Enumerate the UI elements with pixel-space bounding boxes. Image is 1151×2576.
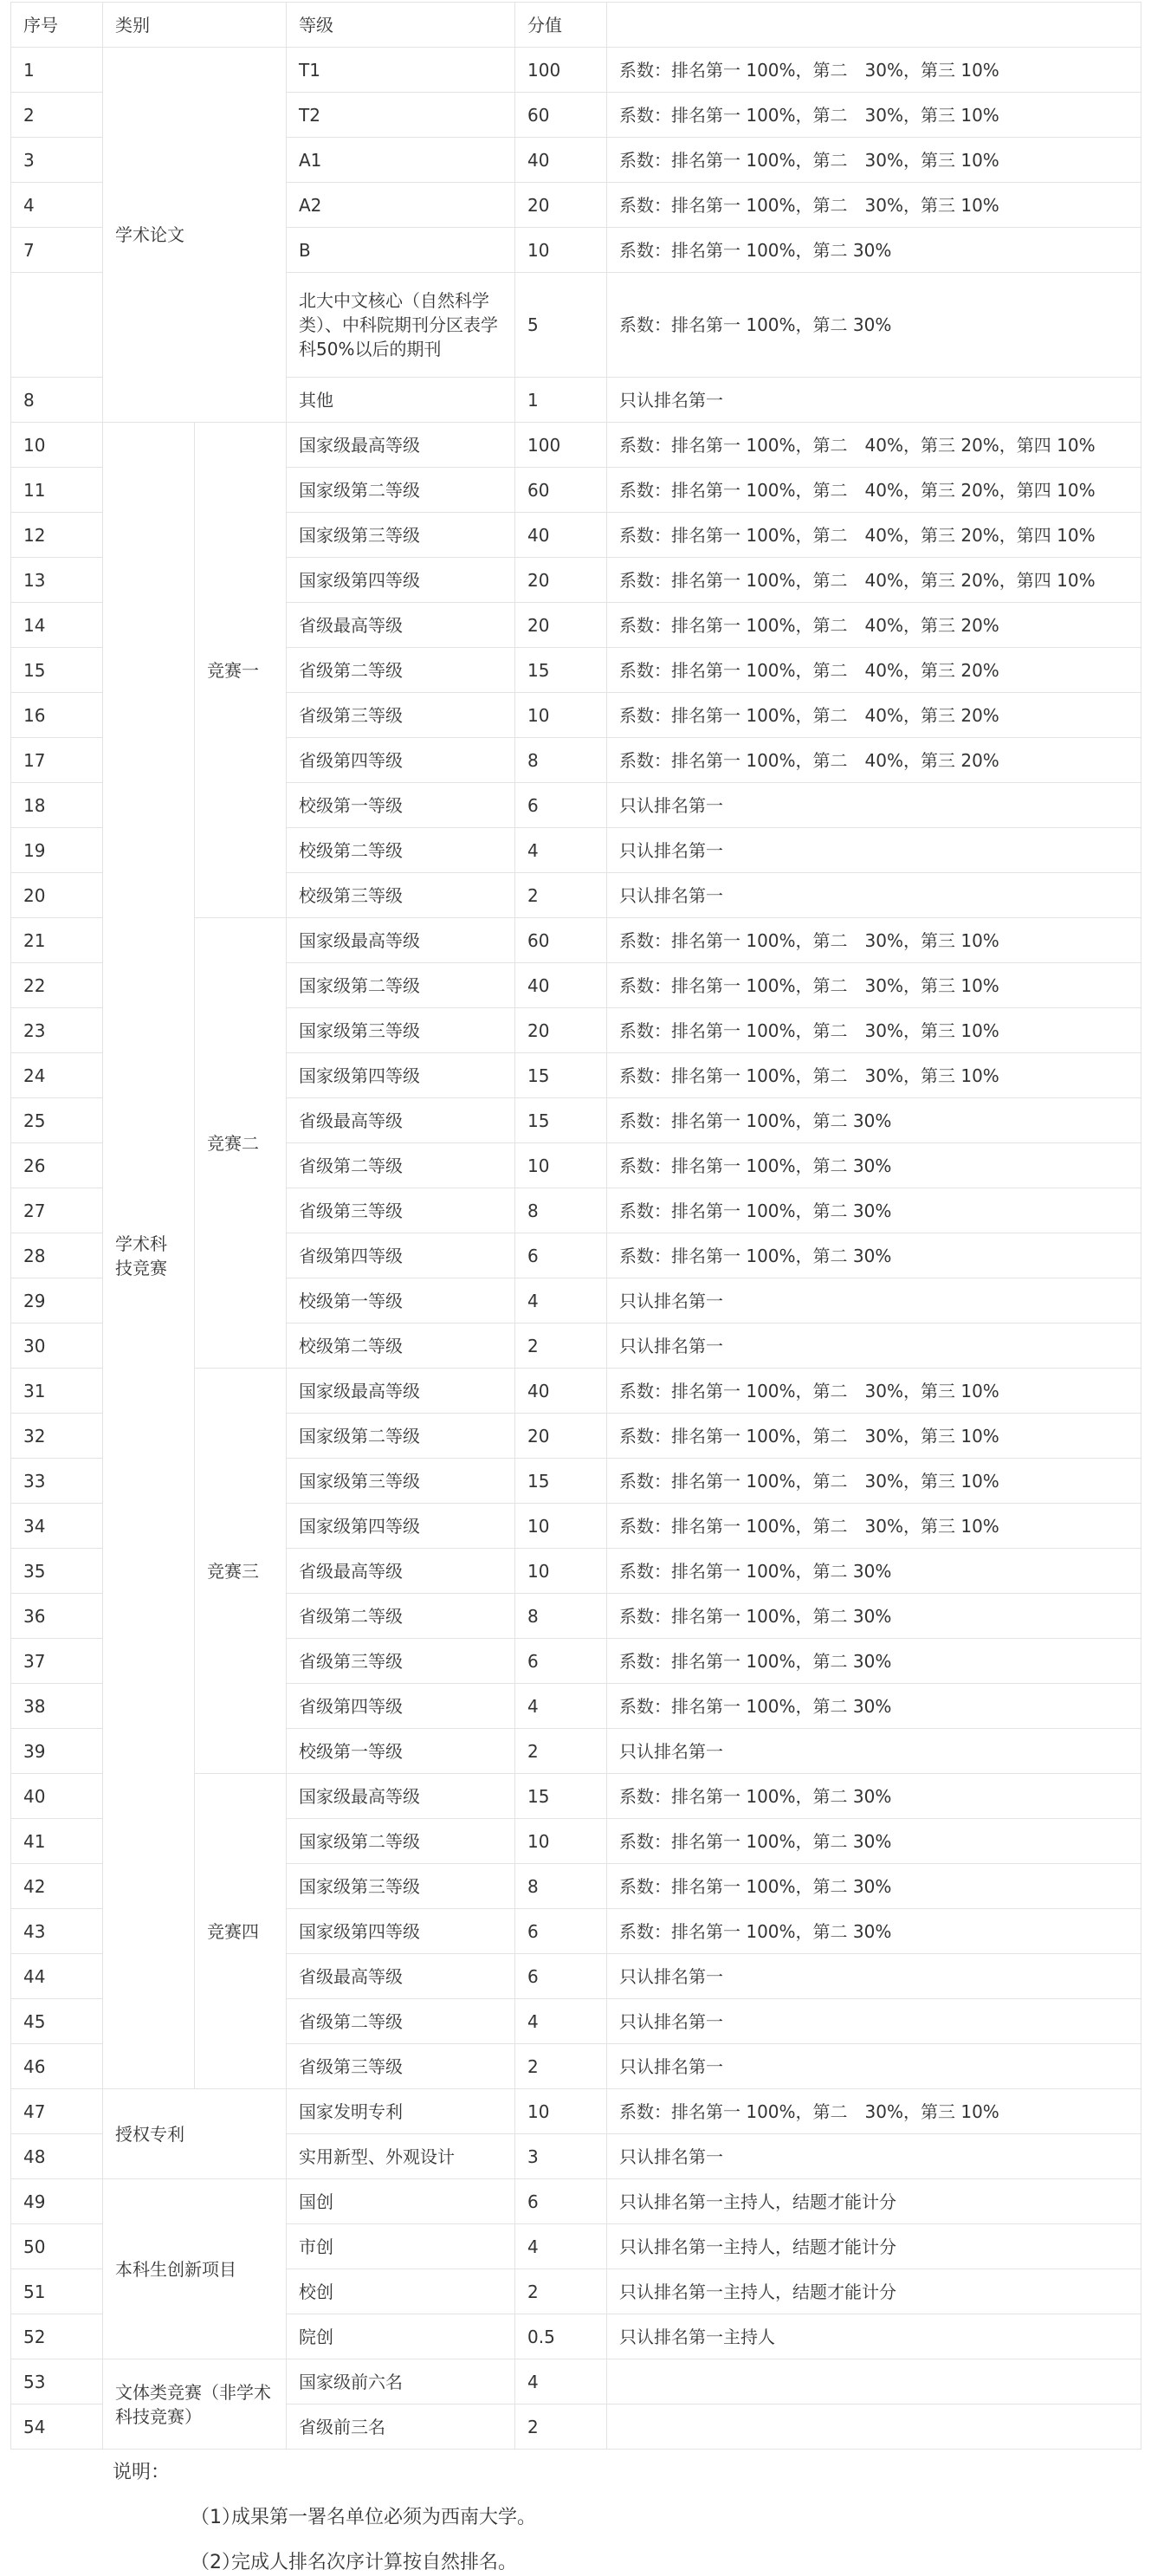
cell-level: 国家级第三等级 [287, 1008, 515, 1053]
cell-score: 60 [515, 918, 607, 963]
cell-seq: 22 [11, 963, 103, 1008]
cell-level: 省级第三等级 [287, 2044, 515, 2089]
note-text: 成果第一署名单位必须为西南大学。 [231, 2507, 537, 2528]
cell-level: 国家级第四等级 [287, 558, 515, 603]
cell-level: 国家级第四等级 [287, 1909, 515, 1954]
cell-remark: 系数：排名第一 100%，第二 40%，第三 20% [607, 738, 1141, 783]
cell-level: 省级最高等级 [287, 1954, 515, 1999]
cell-score: 15 [515, 1098, 607, 1143]
cell-seq: 51 [11, 2269, 103, 2314]
cell-remark: 系数：排名第一 100%，第二 40%，第三 20%，第四 10% [607, 558, 1141, 603]
cell-seq: 46 [11, 2044, 103, 2089]
cell-remark: 只认排名第一主持人，结题才能计分 [607, 2224, 1141, 2269]
cell-seq: 29 [11, 1278, 103, 1324]
cell-remark: 只认排名第一 [607, 2044, 1141, 2089]
cell-score: 6 [515, 1909, 607, 1954]
cell-remark: 系数：排名第一 100%，第二 30%，第三 10% [607, 918, 1141, 963]
cell-seq: 16 [11, 693, 103, 738]
cell-remark: 系数：排名第一 100%，第二 30% [607, 1909, 1141, 1954]
cell-remark: 系数：排名第一 100%，第二 30% [607, 1594, 1141, 1639]
cell-remark: 只认排名第一主持人，结题才能计分 [607, 2269, 1141, 2314]
cell-score: 15 [515, 648, 607, 693]
cell-seq [11, 273, 103, 378]
cell-level: 国家级第四等级 [287, 1504, 515, 1549]
cell-seq: 27 [11, 1188, 103, 1233]
cell-seq: 34 [11, 1504, 103, 1549]
cell-score: 3 [515, 2134, 607, 2179]
cell-level: 省级前三名 [287, 2404, 515, 2450]
cell-level: 省级第四等级 [287, 738, 515, 783]
header-category: 类别 [103, 3, 287, 48]
cell-seq: 49 [11, 2179, 103, 2224]
cell-seq: 23 [11, 1008, 103, 1053]
cell-level: 省级第四等级 [287, 1684, 515, 1729]
table-row [11, 423, 1141, 468]
cell-seq: 36 [11, 1594, 103, 1639]
cell-remark: 系数：排名第一 100%，第二 30%，第三 10% [607, 963, 1141, 1008]
cell-score: 10 [515, 1143, 607, 1188]
table-row [11, 48, 1141, 93]
cell-level: 校级第一等级 [287, 1729, 515, 1774]
cell-score: 40 [515, 963, 607, 1008]
cell-remark [607, 2404, 1141, 2450]
cell-seq: 30 [11, 1324, 103, 1369]
cell-seq: 28 [11, 1233, 103, 1278]
cell-remark: 系数：排名第一 100%，第二 40%，第三 20%，第四 10% [607, 423, 1141, 468]
cell-level: 国家级最高等级 [287, 1369, 515, 1414]
cell-level: T2 [287, 93, 515, 138]
cell-remark: 系数：排名第一 100%，第二 30%，第三 10% [607, 2089, 1141, 2134]
cell-seq: 53 [11, 2359, 103, 2404]
table-row [11, 2179, 1141, 2224]
cell-seq: 26 [11, 1143, 103, 1188]
cell-remark: 系数：排名第一 100%，第二 30% [607, 1098, 1141, 1143]
cell-seq: 41 [11, 1819, 103, 1864]
cell-remark: 只认排名第一 [607, 783, 1141, 828]
cell-remark: 系数：排名第一 100%，第二 30%，第三 10% [607, 183, 1141, 228]
cell-remark: 系数：排名第一 100%，第二 30%，第三 10% [607, 1504, 1141, 1549]
cell-remark: 系数：排名第一 100%，第二 30%，第三 10% [607, 48, 1141, 93]
cell-remark: 只认排名第一 [607, 378, 1141, 423]
cell-level: 省级最高等级 [287, 1098, 515, 1143]
category-comp2: 竞赛二 [195, 918, 287, 1369]
table-row [11, 2089, 1141, 2134]
cell-remark: 只认排名第一 [607, 1278, 1141, 1324]
cell-seq: 14 [11, 603, 103, 648]
cell-level: 国家级第三等级 [287, 513, 515, 558]
cell-score: 20 [515, 1008, 607, 1053]
cell-score: 4 [515, 828, 607, 873]
cell-level: 省级第二等级 [287, 1594, 515, 1639]
cell-seq: 42 [11, 1864, 103, 1909]
cell-level: 校创 [287, 2269, 515, 2314]
cell-remark: 系数：排名第一 100%，第二 40%，第三 20%，第四 10% [607, 468, 1141, 513]
cell-seq: 21 [11, 918, 103, 963]
cell-level: 实用新型、外观设计 [287, 2134, 515, 2179]
cell-level: 市创 [287, 2224, 515, 2269]
cell-level: 其他 [287, 378, 515, 423]
cell-remark: 只认排名第一 [607, 873, 1141, 918]
cell-seq: 10 [11, 423, 103, 468]
cell-score: 2 [515, 2044, 607, 2089]
cell-seq: 8 [11, 378, 103, 423]
cell-seq: 15 [11, 648, 103, 693]
cell-score: 6 [515, 1639, 607, 1684]
cell-remark: 只认排名第一主持人，结题才能计分 [607, 2179, 1141, 2224]
header-row [11, 3, 1141, 48]
cell-remark: 系数：排名第一 100%，第二 30% [607, 1549, 1141, 1594]
note-number: （1） [191, 2507, 241, 2528]
cell-level: 国家发明专利 [287, 2089, 515, 2134]
cell-score: 8 [515, 1188, 607, 1233]
cell-level: A1 [287, 138, 515, 183]
cell-seq: 31 [11, 1369, 103, 1414]
cell-level: 国家级第二等级 [287, 1414, 515, 1459]
category-papers: 学术论文 [103, 48, 287, 423]
cell-seq: 45 [11, 1999, 103, 2044]
cell-level: 国家级第四等级 [287, 1053, 515, 1098]
cell-seq: 13 [11, 558, 103, 603]
cell-remark: 系数：排名第一 100%，第二 30%，第三 10% [607, 138, 1141, 183]
cell-remark: 系数：排名第一 100%，第二 30% [607, 1639, 1141, 1684]
cell-level: 省级第二等级 [287, 648, 515, 693]
cell-score: 40 [515, 513, 607, 558]
cell-seq: 20 [11, 873, 103, 918]
cell-remark: 只认排名第一 [607, 1999, 1141, 2044]
cell-level: 省级最高等级 [287, 1549, 515, 1594]
table-row [11, 2359, 1141, 2404]
cell-remark: 系数：排名第一 100%，第二 40%，第三 20% [607, 648, 1141, 693]
cell-seq: 25 [11, 1098, 103, 1143]
cell-seq: 7 [11, 228, 103, 273]
cell-score: 15 [515, 1053, 607, 1098]
cell-seq: 17 [11, 738, 103, 783]
note-text: 完成人排名次序计算按自然排名。 [231, 2552, 518, 2573]
cell-level: 北大中文核心（自然科学类）、中科院期刊分区表学科50%以后的期刊 [287, 273, 515, 378]
header-seq: 序号 [11, 3, 103, 48]
cell-score: 4 [515, 2359, 607, 2404]
category-comp4: 竞赛四 [195, 1774, 287, 2089]
cell-score: 2 [515, 2404, 607, 2450]
cell-level: 国家级第二等级 [287, 468, 515, 513]
cell-seq: 39 [11, 1729, 103, 1774]
cell-score: 2 [515, 873, 607, 918]
cell-score: 10 [515, 693, 607, 738]
cell-level: 国家级第三等级 [287, 1459, 515, 1504]
cell-seq: 35 [11, 1549, 103, 1594]
cell-score: 6 [515, 1954, 607, 1999]
cell-score: 20 [515, 603, 607, 648]
cell-level: 院创 [287, 2314, 515, 2359]
cell-seq: 44 [11, 1954, 103, 1999]
cell-score: 1 [515, 378, 607, 423]
cell-score: 8 [515, 1594, 607, 1639]
cell-level: 国家级最高等级 [287, 918, 515, 963]
cell-score: 8 [515, 1864, 607, 1909]
cell-level: 校级第一等级 [287, 783, 515, 828]
cell-score: 2 [515, 1324, 607, 1369]
cell-level: 国家级第三等级 [287, 1864, 515, 1909]
cell-seq: 24 [11, 1053, 103, 1098]
cell-remark: 系数：排名第一 100%，第二 30%，第三 10% [607, 1053, 1141, 1098]
cell-score: 4 [515, 1684, 607, 1729]
cell-level: 省级第二等级 [287, 1143, 515, 1188]
cell-remark: 只认排名第一 [607, 1954, 1141, 1999]
cell-remark: 系数：排名第一 100%，第二 30% [607, 273, 1141, 378]
cell-score: 4 [515, 1999, 607, 2044]
cell-remark: 系数：排名第一 100%，第二 40%，第三 20% [607, 693, 1141, 738]
category-innovation: 本科生创新项目 [103, 2179, 287, 2359]
cell-level: A2 [287, 183, 515, 228]
cell-level: 国家级最高等级 [287, 423, 515, 468]
cell-seq: 32 [11, 1414, 103, 1459]
cell-seq: 47 [11, 2089, 103, 2134]
cell-remark [607, 2359, 1141, 2404]
cell-remark: 系数：排名第一 100%，第二 30% [607, 1684, 1141, 1729]
cell-level: 省级最高等级 [287, 603, 515, 648]
cell-remark: 系数：排名第一 100%，第二 30%，第三 10% [607, 1459, 1141, 1504]
cell-seq: 54 [11, 2404, 103, 2450]
cell-remark: 系数：排名第一 100%，第二 30% [607, 1819, 1141, 1864]
cell-seq: 11 [11, 468, 103, 513]
cell-seq: 19 [11, 828, 103, 873]
note-number: （2） [191, 2552, 241, 2573]
cell-score: 10 [515, 1819, 607, 1864]
cell-score: 4 [515, 2224, 607, 2269]
cell-level: 国家级第二等级 [287, 1819, 515, 1864]
cell-level: 省级第三等级 [287, 1639, 515, 1684]
cell-seq: 40 [11, 1774, 103, 1819]
cell-remark: 系数：排名第一 100%，第二 30%，第三 10% [607, 1369, 1141, 1414]
category-comp1: 竞赛一 [195, 423, 287, 918]
cell-level: T1 [287, 48, 515, 93]
cell-score: 100 [515, 48, 607, 93]
cell-score: 60 [515, 93, 607, 138]
cell-seq: 52 [11, 2314, 103, 2359]
cell-remark: 系数：排名第一 100%，第二 30% [607, 1188, 1141, 1233]
cell-score: 40 [515, 138, 607, 183]
cell-score: 6 [515, 2179, 607, 2224]
cell-score: 4 [515, 1278, 607, 1324]
cell-level: 省级第二等级 [287, 1999, 515, 2044]
cell-level: 国家级第二等级 [287, 963, 515, 1008]
cell-seq: 37 [11, 1639, 103, 1684]
cell-score: 20 [515, 183, 607, 228]
cell-level: 省级第三等级 [287, 1188, 515, 1233]
cell-remark: 系数：排名第一 100%，第二 40%，第三 20%，第四 10% [607, 513, 1141, 558]
cell-score: 5 [515, 273, 607, 378]
cell-score: 20 [515, 558, 607, 603]
cell-seq: 38 [11, 1684, 103, 1729]
cell-remark: 系数：排名第一 100%，第二 30% [607, 1864, 1141, 1909]
cell-level: 校级第二等级 [287, 828, 515, 873]
note-item [191, 2505, 536, 2531]
cell-score: 60 [515, 468, 607, 513]
cell-remark: 系数：排名第一 100%，第二 40%，第三 20% [607, 603, 1141, 648]
cell-remark: 系数：排名第一 100%，第二 30% [607, 228, 1141, 273]
header-score: 分值 [515, 3, 607, 48]
cell-level: 国家级最高等级 [287, 1774, 515, 1819]
cell-score: 10 [515, 2089, 607, 2134]
cell-score: 0.5 [515, 2314, 607, 2359]
category-competitions: 学术科技竞赛 [103, 423, 195, 2089]
cell-seq: 18 [11, 783, 103, 828]
cell-score: 8 [515, 738, 607, 783]
cell-remark: 系数：排名第一 100%，第二 30%，第三 10% [607, 1414, 1141, 1459]
cell-remark: 只认排名第一 [607, 1324, 1141, 1369]
cell-remark: 只认排名第一 [607, 1729, 1141, 1774]
cell-level: 省级第三等级 [287, 693, 515, 738]
cell-seq: 4 [11, 183, 103, 228]
cell-seq: 33 [11, 1459, 103, 1504]
cell-remark: 只认排名第一主持人 [607, 2314, 1141, 2359]
cell-seq: 2 [11, 93, 103, 138]
cell-remark: 系数：排名第一 100%，第二 30%，第三 10% [607, 1008, 1141, 1053]
cell-level: 省级第四等级 [287, 1233, 515, 1278]
cell-level: B [287, 228, 515, 273]
cell-score: 10 [515, 1549, 607, 1594]
cell-remark: 系数：排名第一 100%，第二 30%，第三 10% [607, 93, 1141, 138]
cell-level: 国家级前六名 [287, 2359, 515, 2404]
cell-remark: 只认排名第一 [607, 828, 1141, 873]
cell-level: 校级第一等级 [287, 1278, 515, 1324]
cell-score: 40 [515, 1369, 607, 1414]
cell-remark: 只认排名第一 [607, 2134, 1141, 2179]
cell-score: 10 [515, 1504, 607, 1549]
cell-score: 10 [515, 228, 607, 273]
cell-score: 6 [515, 1233, 607, 1278]
note-item [191, 2550, 536, 2576]
notes-title: 说明： [113, 2462, 171, 2483]
cell-seq: 1 [11, 48, 103, 93]
score-table-container [10, 2, 1141, 2450]
category-arts: 文体类竞赛（非学术科技竞赛） [103, 2359, 287, 2450]
cell-score: 20 [515, 1414, 607, 1459]
score-table [10, 2, 1141, 2450]
cell-score: 100 [515, 423, 607, 468]
category-patents: 授权专利 [103, 2089, 287, 2179]
notes-section [113, 2460, 536, 2576]
header-remark [607, 3, 1141, 48]
cell-seq: 50 [11, 2224, 103, 2269]
header-level: 等级 [287, 3, 515, 48]
cell-seq: 3 [11, 138, 103, 183]
cell-level: 国创 [287, 2179, 515, 2224]
cell-remark: 系数：排名第一 100%，第二 30% [607, 1143, 1141, 1188]
cell-level: 校级第二等级 [287, 1324, 515, 1369]
cell-remark: 系数：排名第一 100%，第二 30% [607, 1233, 1141, 1278]
cell-seq: 43 [11, 1909, 103, 1954]
cell-score: 2 [515, 1729, 607, 1774]
cell-seq: 12 [11, 513, 103, 558]
cell-level: 校级第三等级 [287, 873, 515, 918]
cell-score: 6 [515, 783, 607, 828]
cell-score: 15 [515, 1774, 607, 1819]
category-comp3: 竞赛三 [195, 1369, 287, 1774]
cell-score: 15 [515, 1459, 607, 1504]
cell-score: 2 [515, 2269, 607, 2314]
cell-remark: 系数：排名第一 100%，第二 30% [607, 1774, 1141, 1819]
cell-seq: 48 [11, 2134, 103, 2179]
